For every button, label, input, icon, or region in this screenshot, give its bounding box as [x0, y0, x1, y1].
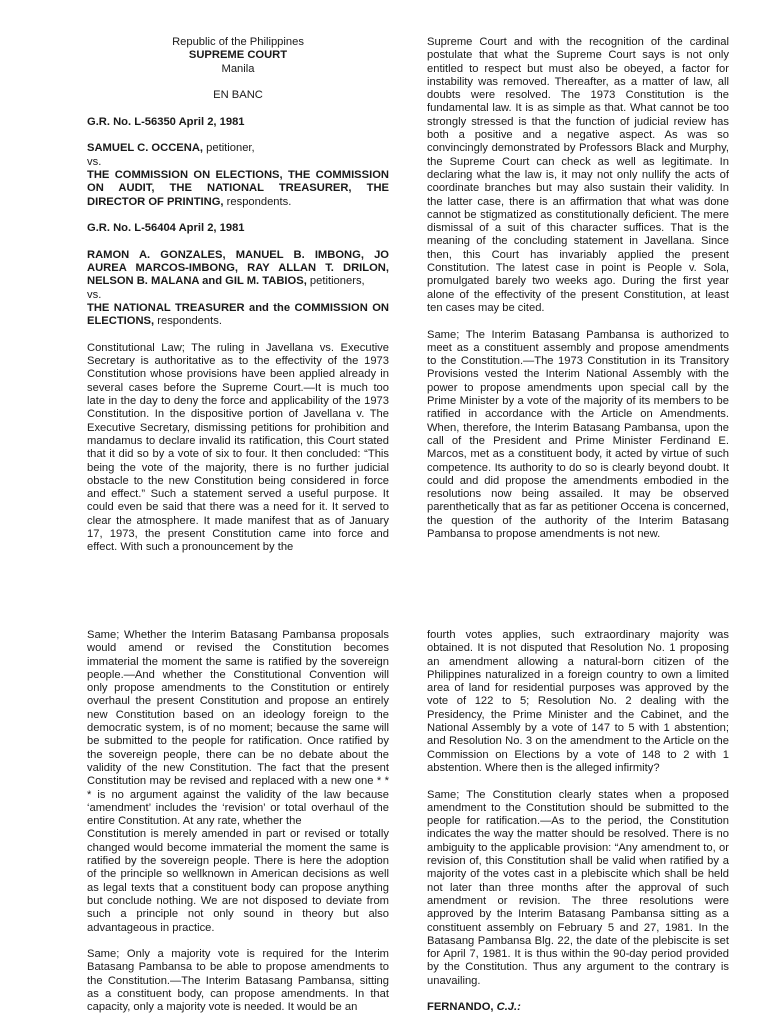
header-city: Manila [221, 62, 255, 75]
case2-respondents [87, 302, 389, 329]
case2-respondents-names: THE NATIONAL TREASURER and the COMMISSION ON ELECTIONS, [87, 301, 389, 328]
column-1 [87, 36, 389, 568]
header-division: EN BANC [213, 89, 263, 102]
case1-respondents-names: THE COMMISSION ON ELECTIONS, THE COMMISSION ON AUDIT, THE NATIONAL TREASURER, THE DIRECTOR OF PRINTING, [87, 168, 389, 208]
case1-petitioner-name: SAMUEL C. OCCENA, [87, 142, 204, 155]
case1-petitioner [87, 142, 389, 155]
column-4 [427, 629, 729, 1015]
case2-vs: vs. [87, 288, 102, 301]
syllabus-paragraph-3-continued: Constitution is merely amended in part or revised or totally changed would become immaterial the moment the same is ratified by the sovereign people. There is here the adoption of the principle so wellknown in American decisions as well as legal texts that a constituent body can propose anything but conclude nothing. We are not disposed to deviate from such a principle not only sound in theory but also advantageous in practice. [87, 828, 389, 934]
ponente-line [427, 1001, 729, 1014]
case2-respondents-role: respondents. [154, 315, 222, 328]
case2-petitioners-role: petitioners, [306, 275, 365, 288]
header-court: SUPREME COURT [188, 49, 288, 62]
column-2 [427, 36, 729, 555]
syllabus-paragraph-4-continued: fourth votes applies, such extraordinary majority was obtained. It is not disputed that Resolution No. 1 proposing an amendment allowing a natural-born citizen of the Philippines naturalized in a foreign country to own a limited area of land for residential purposes was approved by the vote of 122 to 5; Resolution No. 2 dealing with the Presidency, the Prime Minister and the Cabinet, and the National Assembly by a vote of 147 to 5 with 1 abstention; and Resolution No. 3 on the amendment to the Article on the Commission on Elections by a vote of 148 to 2 with 1 abstention. Where then is the alleged infirmity? [427, 629, 729, 774]
syllabus-paragraph-5: Same; The Constitution clearly states when a proposed amendment to the Constitution should be submitted to the people for ratification.—As to the period, the Constitution indicates the way the matter should be resolved. There is no ambiguity to the applicable provision: “Any amendment to, or revision of, this Constitution shall be valid when ratified by a majority of the votes cast in a plebiscite which shall be held not later than three months after the approval of such amendment or revision. The three resolutions were approved by the Interim Batasang Pambansa sitting as a constituent assembly on February 5 and 27, 1981. In the Batasang Pambansa Blg. 22, the date of the plebiscite is set for April 7, 1981. It is thus within the 90-day period provided by the Constitution. Thus any argument to the contrary is unavailing. [427, 788, 729, 987]
case1-gr-number: G.R. No. L-56350 April 2, 1981 [87, 115, 245, 128]
ponente-title: C.J.: [493, 1001, 521, 1014]
ponente-name: FERNANDO, [427, 1001, 494, 1014]
syllabus-paragraph-2: Same; The Interim Batasang Pambansa is authorized to meet as a constituent assembly and propose amendments to the Constitution.—The 1973 Constitution in its Transitory Provisions vested the Interim National Assembly with the power to propose amendments upon special call by the Prime Minister by a vote of the majority of its members to be ratified in accordance with the Article on Amendments. When, therefore, the Interim Batasang Pambansa, upon the call of the President and Prime Minister Ferdinand E. Marcos, met as a constituent body, it acted by virtue of such competence. Its authority to do so is clearly beyond doubt. It could and did propose the amendments embodied in the resolutions now being assailed. It may be observed parenthetically that as far as petitioner Occena is concerned, the question of the authority of the Interim Batasang Pambansa to propose amendments is not new. [427, 328, 729, 540]
case1-respondents-role: respondents. [223, 195, 292, 208]
syllabus-paragraph-1-continued: Supreme Court and with the recognition of the cardinal postulate that what the Supreme Court says is not only entitled to respect but must also be obeyed, a factor for instability was removed. Thereafter, as a matter of law, all doubts were resolved. The 1973 Constitution is the fundamental law. It is as simple as that. What cannot be too strongly stressed is that the function of judicial review has both a positive and a negative aspect. As was so convincingly demonstrated by Professors Black and Murphy, the Supreme Court can check as well as legitimate. In declaring what the law is, it may not only nullify the acts of coordinate branches but may also sustain their validity. In the latter case, there is an affirmation that what was done cannot be stigmatized as constitutionally deficient. The mere dismissal of a suit of this character suffices. That is the meaning of the concluding statement in Javellana. Since then, this Court has invariably applied the present Constitution. The latest case in point is People v. Sola, promulgated barely two weeks ago. During the first year alone of the effectivity of the present Constitution, at least ten cases may be cited. [427, 36, 729, 314]
case1-respondents [87, 169, 389, 209]
syllabus-paragraph-4: Same; Only a majority vote is required for the Interim Batasang Pambansa to be able to propose amendments to the Constitution.—The Interim Batasang Pambansa, sitting as a constituent body, can propose amendments. In that capacity, only a majority vote is needed. It would be an [87, 948, 389, 1014]
column-3 [87, 629, 389, 1028]
case1-petitioner-role: petitioner, [203, 142, 255, 155]
header-republic: Republic of the Philippines [172, 36, 304, 48]
syllabus-paragraph-3: Same; Whether the Interim Batasang Pambansa proposals would amend or revised the Constitution becomes immaterial the moment the same is ratified by the sovereign people.—And whether the Constitutional Convention will only propose amendments to the Constitution or entirely overhaul the present Constitution and propose an entirely new Constitution based on an ideology foreign to the democratic system, is of no moment; because the same will be submitted to the people for ratification. Once ratified by the sovereign people, there can be no debate about the validity of the new Constitution. The fact that the present Constitution may be revised and replaced with a new one * * * is no argument against the validity of the law because ‘amendment’ includes the ‘revision’ or total overhaul of the entire Constitution. At any rate, whether the [87, 629, 389, 828]
case2-gr-number: G.R. No. L-56404 April 2, 1981 [87, 222, 245, 235]
case1-vs: vs. [87, 155, 102, 168]
case2-petitioners [87, 249, 389, 289]
syllabus-paragraph-1: Constitutional Law; The ruling in Javellana vs. Executive Secretary is authoritative as to the effectivity of the 1973 Constitution whose provisions have been applied already in several cases before the Supreme Court.—It is much too late in the day to deny the force and applicability of the 1973 Constitution. In the dispositive portion of Javellana v. The Executive Secretary, dismissing petitions for prohibition and mandamus to declare invalid its ratification, this Court stated that it did so by a vote of six to four. It then concluded: “This being the vote of the majority, there is no further judicial obstacle to the new Constitution being considered in force and effect.” Such a statement served a useful purpose. It could even be said that there was a need for it. It served to clear the atmosphere. It made manifest that as of January 17, 1973, the present Constitution came into force and effect. With such a pronouncement by the [87, 341, 389, 554]
case2-petitioners-names: RAMON A. GONZALES, MANUEL B. IMBONG, JO AUREA MARCOS-IMBONG, RAY ALLAN T. DRILON, NELSON B. MALANA and GIL M. TABIOS, [87, 248, 389, 288]
